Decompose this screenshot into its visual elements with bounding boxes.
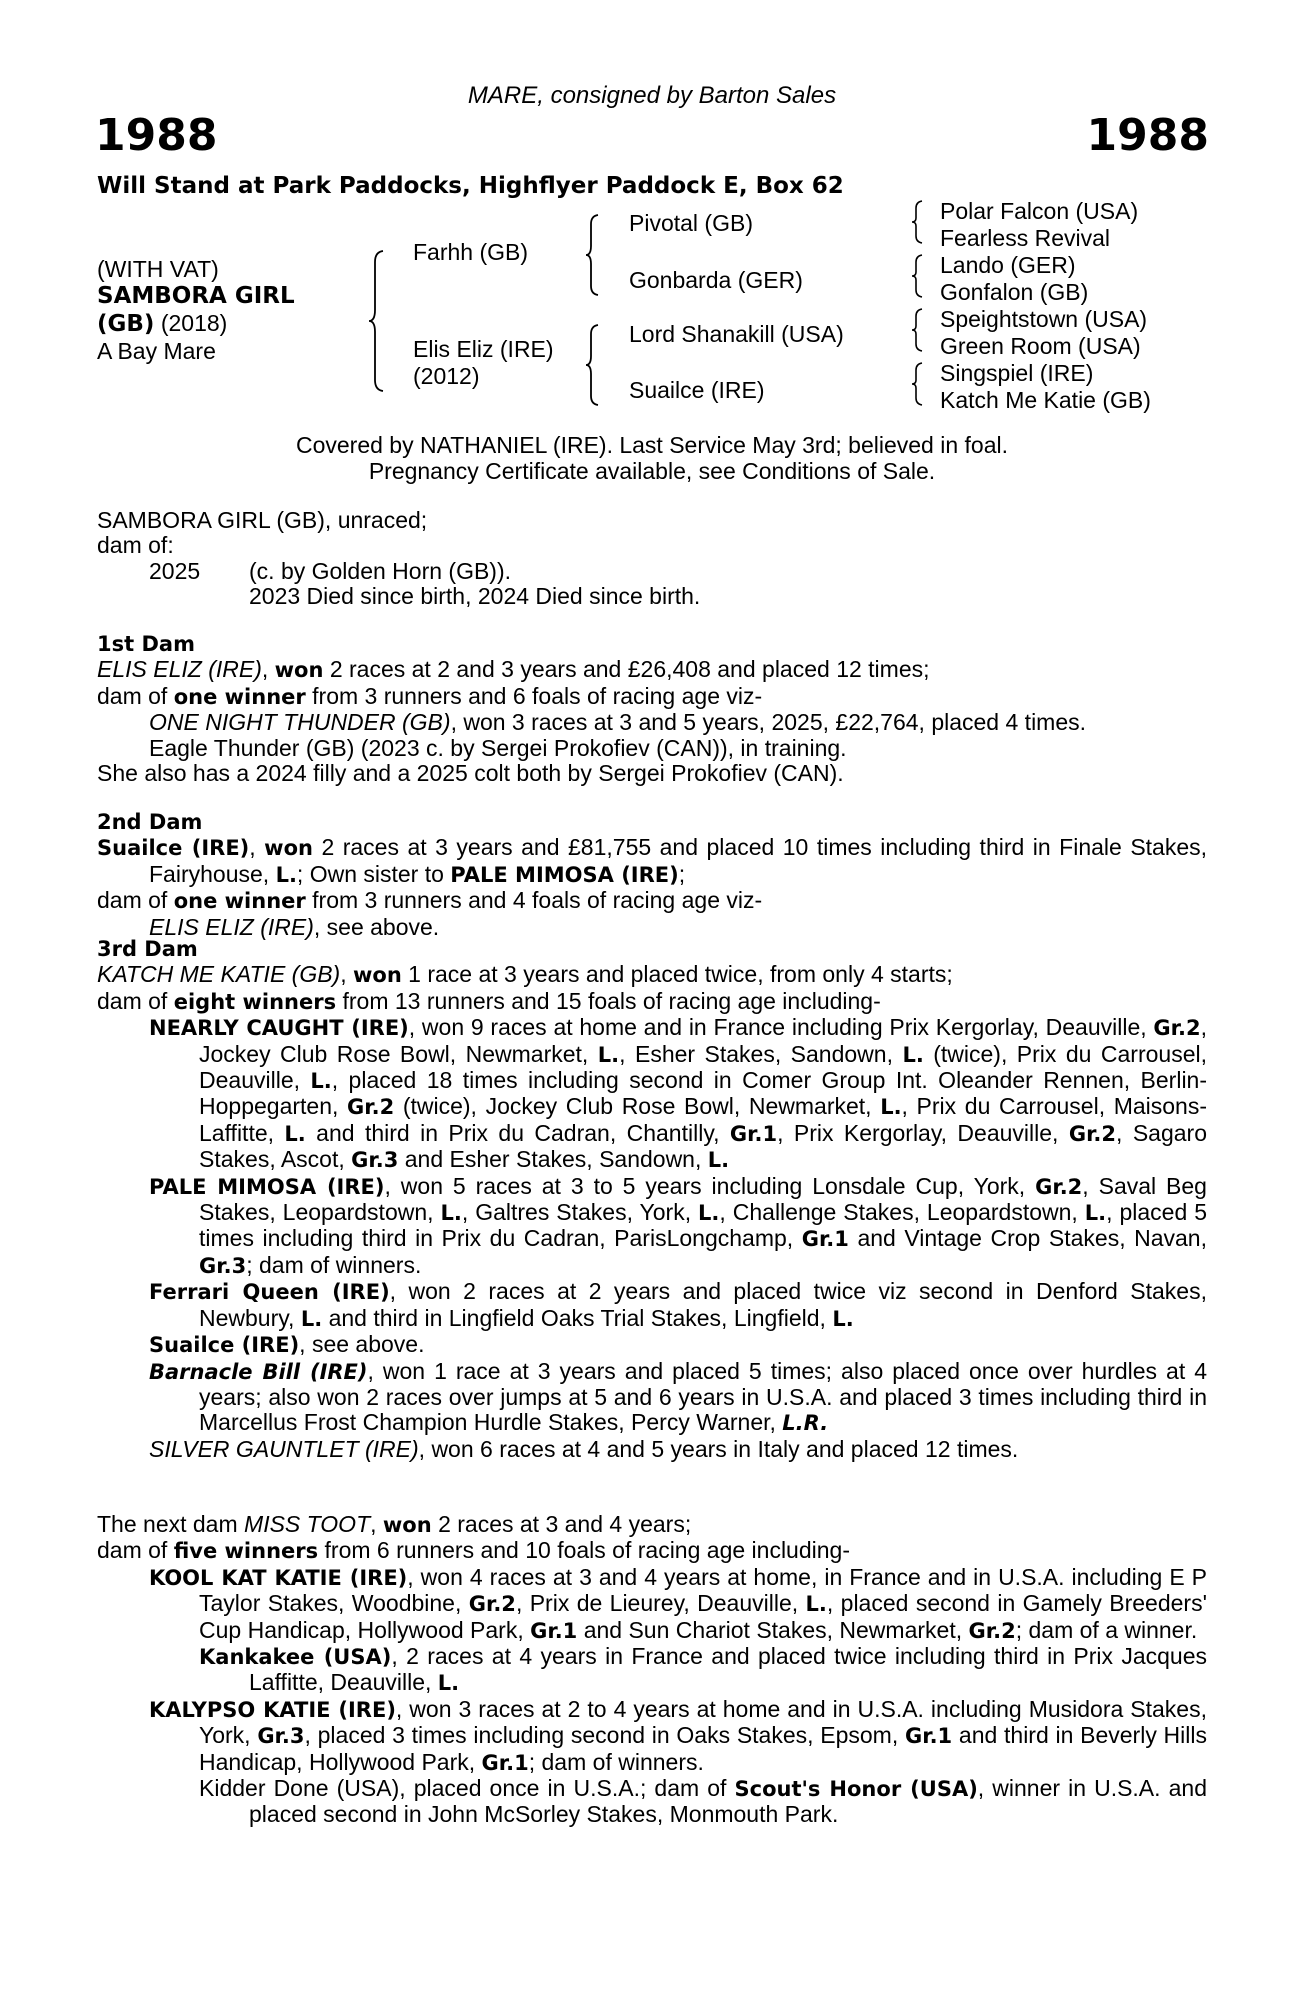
consignment-line: MARE, consigned by Barton Sales [467,82,837,109]
brace-g3 [910,308,924,352]
progeny-ferrari-queen: Ferrari Queen (IRE), won 2 races at 2 years and placed twice viz second in Denford Stakes, Newbury, L. and third in Lingfield Oaks Trial Stakes, Lingfield, L. [149,1278,1207,1331]
progeny-barnacle-bill: Barnacle Bill (IRE), won 1 race at 3 years and placed 5 times; also placed once over hurdles at 4 years; also won 2 races over jumps at 5 and 6 years in U.S.A. and placed 3 times including third in Marcellus Frost Champion Hurdle Stakes, Percy Warner, L.R. [149,1357,1207,1436]
brace-main [367,250,385,392]
dam-sire: Lord Shanakill (USA) [629,321,844,347]
brace-g4 [910,362,924,406]
lot-number-left: 1988 [95,110,218,161]
horse-description: A Bay Mare [97,338,216,364]
first-dam-section: 1st Dam ELIS ELIZ (IRE), won 2 races at 2 and 3 years and £26,408 and placed 12 times; dam of one winner from 3 runners and 6 foals of racing age viz- ONE NIGHT THUNDER (GB), won 3 races at 3 and 5 years, 2025, £22,764, placed 4 times. Eagle Thunder (GB) (2023 c. by Sergei Prokofiev (CAN)), in training. She also has a 2024 filly and a 2025 colt both by Sergei Prokofiev (CAN). [97,632,1207,786]
progeny-nearly-caught: NEARLY CAUGHT (IRE), won 9 races at home and in France including Prix Kergorlay, Deauville, Gr.2, Jockey Club Rose Bowl, Newmarket, L., Esher Stakes, Sandown, L. (twice), Prix du Carrousel, Deauville, L., placed 18 times including second in Comer Group Int. Oleander Rennen, Berlin-Hoppegarten, Gr.2 (twice), Jockey Club Rose Bowl, Newmarket, L., Prix du Carrousel, Maisons-Laffitte, L. and third in Prix du Cadran, Chantilly, Gr.1, Prix Kergorlay, Deauville, Gr.2, Sagaro Stakes, Ascot, Gr.3 and Esher Stakes, Sandown, L. [149,1014,1208,1173]
sire-sire: Pivotal (GB) [629,210,753,236]
progeny-kalypso-katie: KALYPSO KATIE (IRE), won 3 races at 2 to 4 years at home and in U.S.A. including Musidora Stakes, York, Gr.3, placed 3 times including second in Oaks Stakes, Epsom, Gr.1 and third in Beverly Hills Handicap, Hollywood Park, Gr.1; dam of winners. [149,1695,1207,1775]
lot-number-right: 1988 [1086,110,1209,161]
first-dam-heading: 1st Dam [97,632,195,656]
progeny-kankakee: Kankakee (USA), 2 races at 4 years in France and placed twice including third in Prix Jacques Laffitte, Deauville, L. [199,1643,1208,1696]
second-dam-heading: 2nd Dam [97,810,203,834]
progeny-kool-kat-katie: KOOL KAT KATIE (IRE), won 4 races at 3 and 4 years at home, in France and in U.S.A. including E P Taylor Stakes, Woodbine, Gr.2, Prix de Lieurey, Deauville, L., placed second in Gamely Breeders' Cup Handicap, Hollywood Park, Gr.1 and Sun Chariot Stakes, Newmarket, Gr.2; dam of a winner. [149,1563,1207,1643]
ancestor-5: Speightstown (USA) [940,306,1148,332]
brace-dam [584,324,600,406]
ancestor-8: Katch Me Katie (GB) [940,387,1151,413]
ancestor-4: Gonfalon (GB) [940,279,1089,305]
ancestor-7: Singspiel (IRE) [940,360,1094,386]
dam: Elis Eliz (IRE) (2012) [413,336,554,389]
brace-g1 [910,200,924,244]
progeny-silver-gauntlet: SILVER GAUNTLET (IRE), won 6 races at 4 and 5 years in Italy and placed 12 times. [149,1435,1019,1462]
stand-location: Will Stand at Park Paddocks, Highflyer Paddock E, Box 62 [97,173,844,199]
progeny-pale-mimosa: PALE MIMOSA (IRE), won 5 races at 3 to 5 years including Lonsdale Cup, York, Gr.2, Saval Beg Stakes, Leopardstown, L., Galtres Stakes, York, L., Challenge Stakes, Leopardstown, L., placed 5 times including third in Prix du Cadran, ParisLongchamp, Gr.1 and Vintage Crop Stakes, Navan, Gr.3; dam of winners. [149,1172,1207,1278]
brace-g2 [910,254,924,298]
sire: Farhh (GB) [413,239,529,265]
ancestor-6: Green Room (USA) [940,333,1141,359]
third-dam-section: 3rd Dam KATCH ME KATIE (GB), won 1 race at 3 years and placed twice, from only 4 starts; dam of eight winners from 13 runners and 15 foals of racing age including- NEARLY CAUGHT (IRE), won 9 races at home and in France including Prix Kergorlay, Deauville, Gr.2, Jockey Club Rose Bowl, Newmarket, L., Esher Stakes, Sandown, L. (twice), Prix du Carrousel, Deauville, L., placed 18 times including second in Comer Group Int. Oleander Rennen, Berlin-Hoppegarten, Gr.2 (twice), Jockey Club Rose Bowl, Newmarket, L., Prix du Carrousel, Maisons-Laffitte, L. and third in Prix du Cadran, Chantilly, Gr.1, Prix Kergorlay, Deauville, Gr.2, Sagaro Stakes, Ascot, Gr.3 and Esher Stakes, Sandown, L. PALE MIMOSA (IRE), won 5 races at 3 to 5 years including Lonsdale Cup, York, Gr.2, Saval Beg Stakes, Leopardstown, L., Galtres Stakes, York, L., Challenge Stakes, Leopardstown, L., placed 5 times including third in Prix du Cadran, ParisLongchamp, Gr.1 and Vintage Crop Stakes, Navan, Gr.3; dam of winners. Ferrari Queen (IRE), won 2 races at 2 years and placed twice viz second in Denford Stakes, Newbury, L. and third in Lingfield Oaks Trial Stakes, Lingfield, L. Suailce (IRE), see above. Barnacle Bill (IRE), won 1 race at 3 years and placed 5 times; also placed once over hurdles at 4 years; also won 2 races over jumps at 5 and 6 years in U.S.A. and placed 3 times including third in Marcellus Frost Champion Hurdle Stakes, Percy Warner, L.R. SILVER GAUNTLET (IRE), won 6 races at 4 and 5 years in Italy and placed 12 times. [97,937,1208,1462]
progeny-suailce: Suailce (IRE), see above. [149,1331,425,1358]
horse-name: SAMBORA GIRL [97,283,295,309]
ancestor-2: Fearless Revival [940,225,1110,251]
dam-dam: Suailce (IRE) [629,377,765,403]
produce-record: SAMBORA GIRL (GB), unraced; dam of: 2025 (c. by Golden Horn (GB)). 2023 Died since birth, 2024 Died since birth. [97,507,701,610]
horse-name-suffix: (GB) (2018) [97,310,228,337]
sire-dam: Gonbarda (GER) [629,267,803,293]
ancestor-3: Lando (GER) [940,252,1076,278]
third-dam-heading: 3rd Dam [97,937,198,961]
brace-sire [584,214,600,296]
vat-note: (WITH VAT) [97,256,219,282]
grandparents-column [940,198,1151,414]
pedigree-horse [97,256,295,365]
ancestor-1: Polar Falcon (USA) [940,198,1139,224]
next-dam-section: The next dam MISS TOOT, won 2 races at 3 and 4 years; dam of five winners from 6 runners and 10 foals of racing age including- KOOL KAT KATIE (IRE), won 4 races at 3 and 4 years at home, in France and in U.S.A. including E P Taylor Stakes, Woodbine, Gr.2, Prix de Lieurey, Deauville, L., placed second in Gamely Breeders' Cup Handicap, Hollywood Park, Gr.1 and Sun Chariot Stakes, Newmarket, Gr.2; dam of a winner. Kankakee (USA), 2 races at 4 years in France and placed twice including third in Prix Jacques Laffitte, Deauville, L. KALYPSO KATIE (IRE), won 3 races at 2 to 4 years at home and in U.S.A. including Musidora Stakes, York, Gr.3, placed 3 times including second in Oaks Stakes, Epsom, Gr.1 and third in Beverly Hills Handicap, Hollywood Park, Gr.1; dam of winners. Kidder Done (USA), placed once in U.S.A.; dam of Scout's Honor (USA), winner in U.S.A. and placed second in John McSorley Stakes, Monmouth Park. [97,1511,1208,1828]
second-dam-section: 2nd Dam Suailce (IRE), won 2 races at 3 years and £81,755 and placed 10 times including third in Finale Stakes, Fairyhouse, L.; Own sister to PALE MIMOSA (IRE); dam of one winner from 3 runners and 4 foals of racing age viz- ELIS ELIZ (IRE), see above. [97,810,1208,940]
covered-note: Covered by NATHANIEL (IRE). Last Service May 3rd; believed in foal. Pregnancy Certificate available, see Conditions of Sale. [295,432,1008,484]
progeny-kidder-done: Kidder Done (USA), placed once in U.S.A.; dam of Scout's Honor (USA), winner in U.S.A. and placed second in John McSorley Stakes, Monmouth Park. [199,1775,1207,1828]
